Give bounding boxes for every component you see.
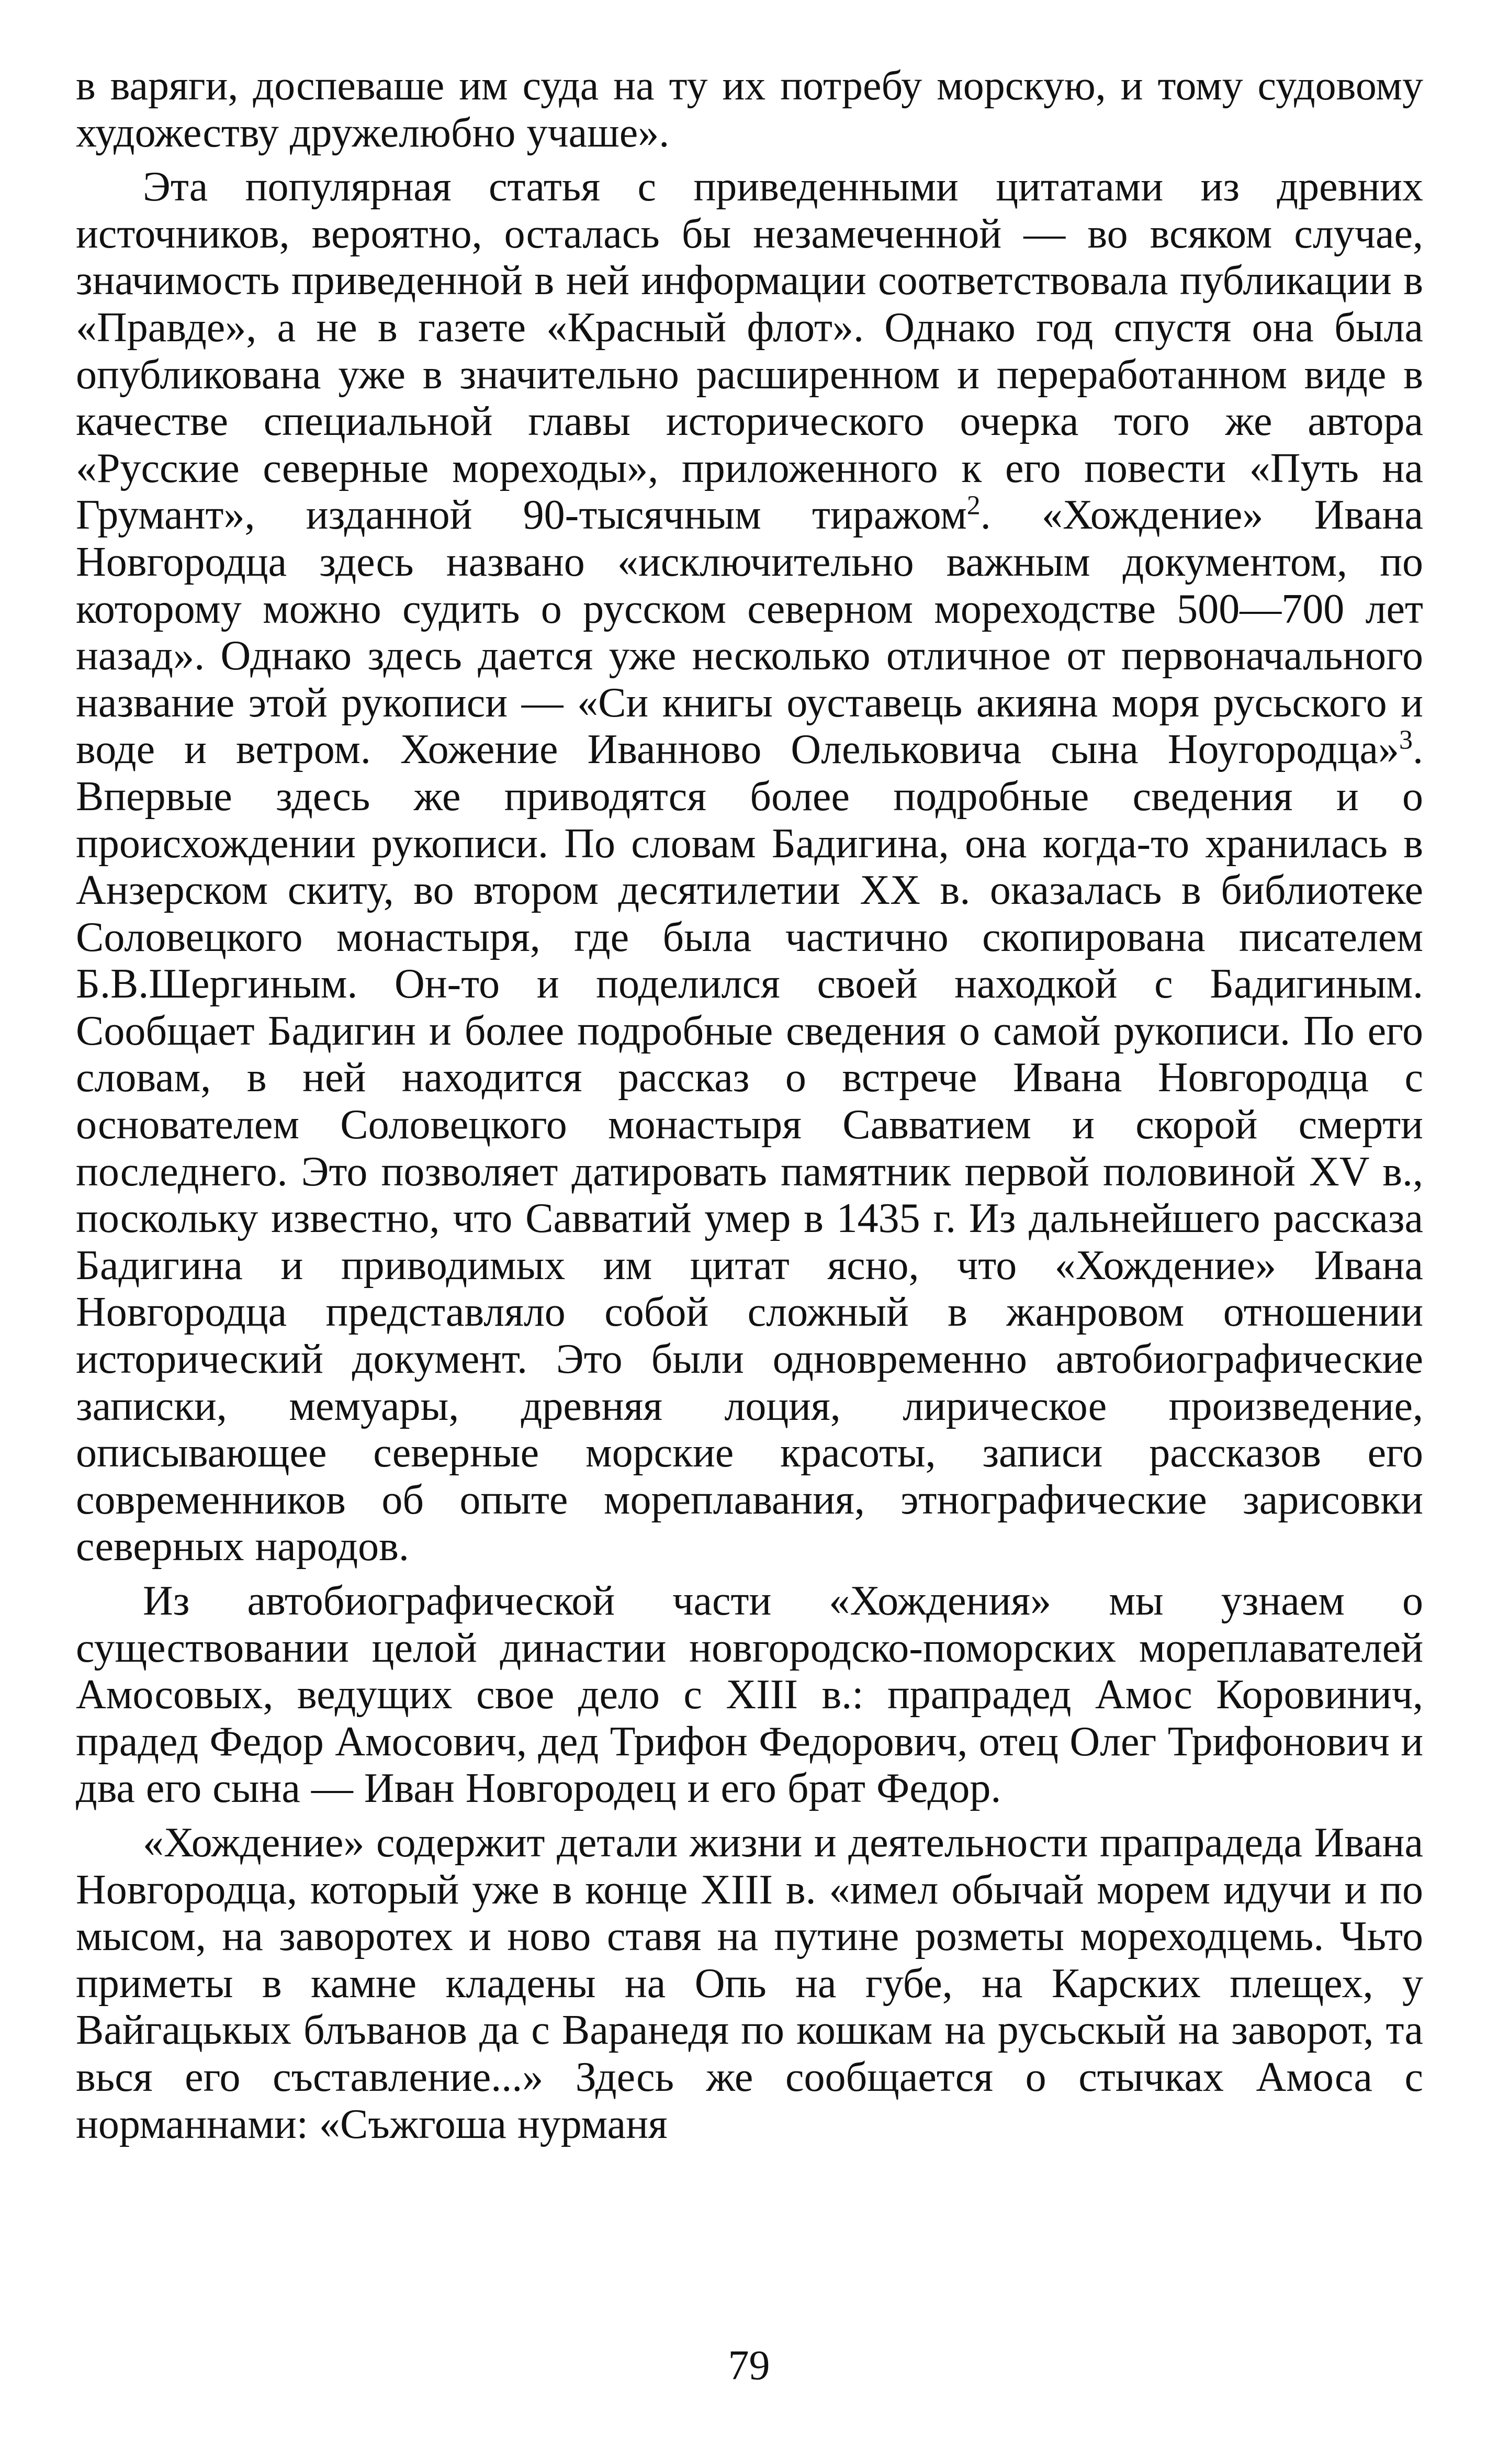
paragraph-4-text: «Хождение» содержит детали жизни и деятельности прапрадеда Ивана Новгородца, который уже в конце XIII в. «имел обычай морем идучи и по мысом, на заворотех и ново ставя на путине розметы мореходцемь. Чьто приметы в камне кладены на Опь на губе, на Карских плещех, у Вайгацькых блъванов да с Варанедя по кошкам на русьскый на заворот, та вься его съставление...» Здесь же сообщается о стычках Амоса с норманнами: «Съжгоша нурманя xyxy=(76,1819,1423,2147)
footnote-ref-3[interactable]: 3 xyxy=(1399,725,1413,755)
paragraph-1-text: в варяги, доспеваше им суда на ту их потребу морскую, и тому судовому художеству дружелюбно учаше». xyxy=(76,63,1423,156)
paragraph-2-text-b: . «Хождение» Ивана Новгородца здесь названо «исключительно важным документом, по которому можно судить о русском северном мореходстве 500—700 лет назад». Однако здесь дается уже несколько отличное от первоначального название этой рукописи — «Си книгы оуставець акияна моря русьского и воде и ветром. Хожение Иванново Олельковича сына Ноугородца» xyxy=(76,492,1423,773)
page-number: 79 xyxy=(728,2343,770,2389)
paragraph-2 xyxy=(76,164,1423,1571)
paragraph-2-text-c: . Впервые здесь же приводятся более подробные сведения и о происхождении рукописи. По словам Бадигина, она когда-то хранилась в Анзерском скиту, во втором десятилетии XX в. оказалась в библиотеке Соловецкого монастыря, где была частично скопирована писателем Б.В.Шергиным. Он-то и поделился своей находкой с Бадигиным. Сообщает Бадигин и более подробные сведения о самой рукописи. По его словам, в ней находится рассказ о встрече Ивана Новгородца с основателем Соловецкого монастыря Савватием и скорой смерти последнего. Это позволяет датировать памятник первой половиной XV в., поскольку известно, что Савватий умер в 1435 г. Из дальнейшего рассказа Бадигина и приводимых им цитат ясно, что «Хождение» Ивана Новгородца представляло собой сложный в жанровом отношении исторический документ. Это были одновременно автобиографические записки, мемуары, древняя лоция, лирическое произведение, описывающее северные морские красоты, записи рассказов его современников об опыте мореплавания, этнографические зарисовки северных народов. xyxy=(76,726,1423,1570)
paragraph-2-text-a: Эта популярная статья с приведенными цитатами из древних источников, вероятно, осталась бы незамеченной — во всяком случае, значимость приведенной в ней информации соответствовала публикации в «Правде», а не в газете «Красный флот». Однако год спустя она была опубликована уже в значительно расширенном и переработанном виде в качестве специальной главы исторического очерка того же автора «Русские северные мореходы», приложенного к его повести «Путь на Грумант», изданной 90-тысячным тиражом xyxy=(76,164,1423,539)
paragraph-3 xyxy=(76,1578,1423,1812)
paragraph-3-text: Из автобиографической части «Хождения» мы узнаем о существовании целой династии новгородско-поморских мореплавателей Амосовых, ведущих свое дело с XIII в.: прапрадед Амос Коровинич, прадед Федор Амосович, дед Трифон Федорович, отец Олег Трифонович и два его сына — Иван Новгородец и его брат Федор. xyxy=(76,1578,1423,1812)
footnote-ref-2[interactable]: 2 xyxy=(966,490,981,521)
page-body xyxy=(76,63,1423,2148)
paragraph-1 xyxy=(76,63,1423,156)
paragraph-4 xyxy=(76,1820,1423,2148)
